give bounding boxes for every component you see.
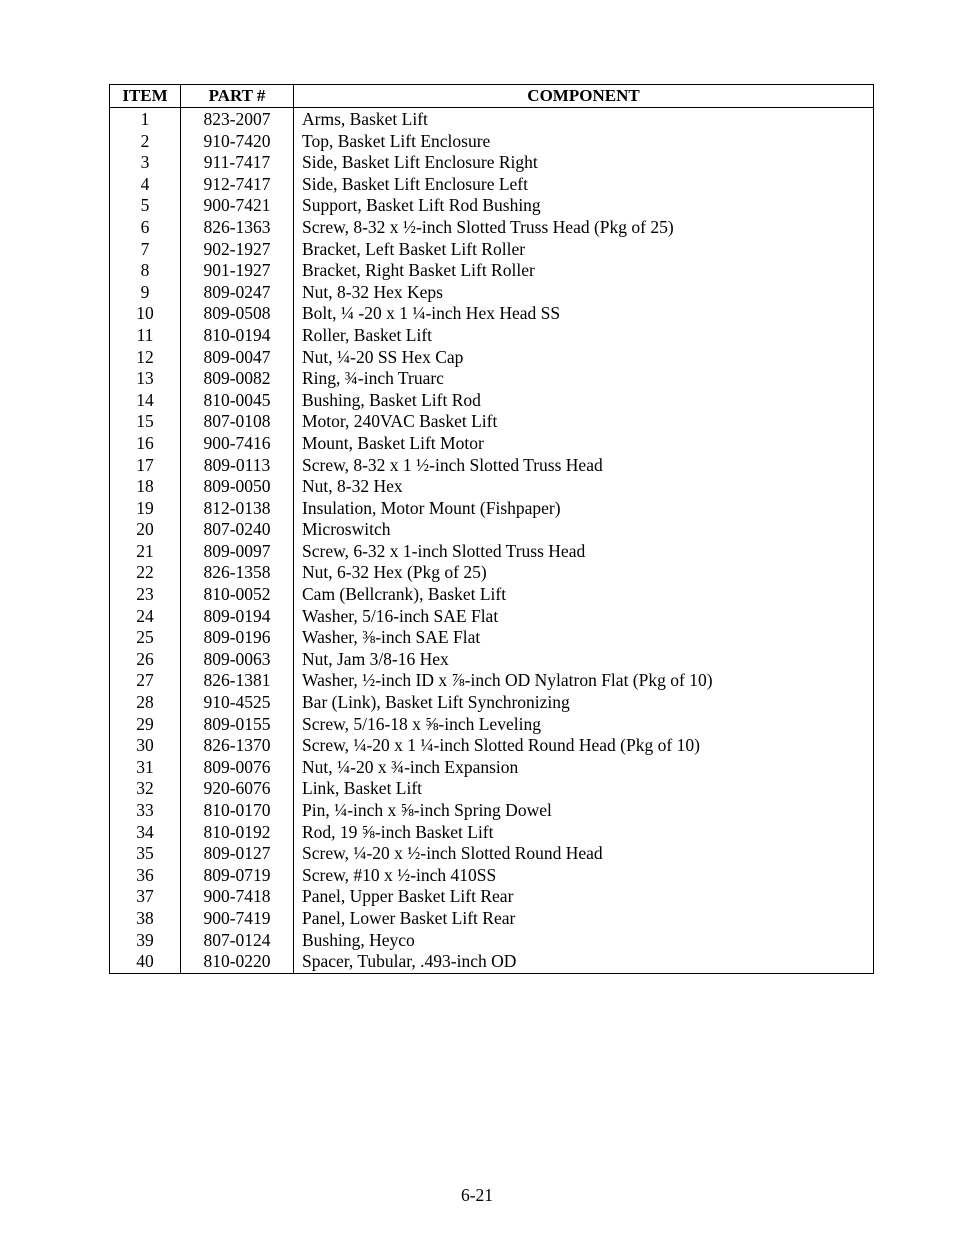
- table-row: [110, 778, 874, 800]
- part-number-cell: 809-0719: [181, 865, 294, 887]
- part-number-cell: 826-1358: [181, 562, 294, 584]
- part-number-cell: 809-0082: [181, 368, 294, 390]
- table-row: [110, 260, 874, 282]
- component-cell: Nut, ¼-20 x ¾-inch Expansion: [294, 757, 874, 779]
- component-cell: Bar (Link), Basket Lift Synchronizing: [294, 692, 874, 714]
- part-number-cell: 911-7417: [181, 152, 294, 174]
- table-row: [110, 239, 874, 261]
- table-row: [110, 108, 874, 131]
- item-cell: 38: [110, 908, 181, 930]
- item-cell: 19: [110, 498, 181, 520]
- item-cell: 22: [110, 562, 181, 584]
- component-cell: Washer, ⅜-inch SAE Flat: [294, 627, 874, 649]
- item-cell: 33: [110, 800, 181, 822]
- part-number-cell: 810-0045: [181, 390, 294, 412]
- item-cell: 34: [110, 822, 181, 844]
- component-cell: Screw, 5/16-18 x ⅝-inch Leveling: [294, 714, 874, 736]
- component-cell: Nut, ¼-20 SS Hex Cap: [294, 347, 874, 369]
- part-number-cell: 900-7416: [181, 433, 294, 455]
- table-row: [110, 843, 874, 865]
- header-part-number: PART #: [181, 85, 294, 108]
- part-number-cell: 809-0047: [181, 347, 294, 369]
- table-row: [110, 606, 874, 628]
- part-number-cell: 809-0063: [181, 649, 294, 671]
- part-number-cell: 809-0097: [181, 541, 294, 563]
- item-cell: 23: [110, 584, 181, 606]
- component-cell: Insulation, Motor Mount (Fishpaper): [294, 498, 874, 520]
- table-row: [110, 476, 874, 498]
- table-row: [110, 303, 874, 325]
- table-row: [110, 951, 874, 973]
- part-number-cell: 809-0050: [181, 476, 294, 498]
- table-row: [110, 174, 874, 196]
- item-cell: 1: [110, 108, 181, 131]
- part-number-cell: 826-1381: [181, 670, 294, 692]
- part-number-cell: 900-7419: [181, 908, 294, 930]
- table-row: [110, 152, 874, 174]
- header-component: COMPONENT: [294, 85, 874, 108]
- part-number-cell: 910-4525: [181, 692, 294, 714]
- component-cell: Roller, Basket Lift: [294, 325, 874, 347]
- part-number-cell: 810-0220: [181, 951, 294, 973]
- component-cell: Spacer, Tubular, .493-inch OD: [294, 951, 874, 973]
- table-row: [110, 498, 874, 520]
- header-row: [110, 85, 874, 108]
- component-cell: Screw, 6-32 x 1-inch Slotted Truss Head: [294, 541, 874, 563]
- item-cell: 28: [110, 692, 181, 714]
- item-cell: 2: [110, 131, 181, 153]
- part-number-cell: 901-1927: [181, 260, 294, 282]
- part-number-cell: 810-0170: [181, 800, 294, 822]
- item-cell: 11: [110, 325, 181, 347]
- part-number-cell: 809-0113: [181, 455, 294, 477]
- part-number-cell: 809-0508: [181, 303, 294, 325]
- item-cell: 13: [110, 368, 181, 390]
- item-cell: 35: [110, 843, 181, 865]
- item-cell: 8: [110, 260, 181, 282]
- table-row: [110, 131, 874, 153]
- component-cell: Screw, ¼-20 x ½-inch Slotted Round Head: [294, 843, 874, 865]
- table-row: [110, 886, 874, 908]
- component-cell: Link, Basket Lift: [294, 778, 874, 800]
- part-number-cell: 823-2007: [181, 108, 294, 131]
- part-number-cell: 910-7420: [181, 131, 294, 153]
- part-number-cell: 810-0194: [181, 325, 294, 347]
- item-cell: 39: [110, 930, 181, 952]
- item-cell: 21: [110, 541, 181, 563]
- component-cell: Screw, 8-32 x 1 ½-inch Slotted Truss Head: [294, 455, 874, 477]
- table-row: [110, 562, 874, 584]
- component-cell: Top, Basket Lift Enclosure: [294, 131, 874, 153]
- part-number-cell: 809-0196: [181, 627, 294, 649]
- table-row: [110, 325, 874, 347]
- table-row: [110, 390, 874, 412]
- item-cell: 20: [110, 519, 181, 541]
- page-number: 6-21: [460, 1185, 494, 1205]
- table-row: [110, 649, 874, 671]
- part-number-cell: 826-1370: [181, 735, 294, 757]
- table-row: [110, 519, 874, 541]
- item-cell: 30: [110, 735, 181, 757]
- component-cell: Cam (Bellcrank), Basket Lift: [294, 584, 874, 606]
- table-row: [110, 865, 874, 887]
- component-cell: Nut, 6-32 Hex (Pkg of 25): [294, 562, 874, 584]
- table-row: [110, 757, 874, 779]
- table-row: [110, 433, 874, 455]
- header-item: ITEM: [110, 85, 181, 108]
- part-number-cell: 902-1927: [181, 239, 294, 261]
- part-number-cell: 900-7421: [181, 195, 294, 217]
- item-cell: 15: [110, 411, 181, 433]
- component-cell: Side, Basket Lift Enclosure Left: [294, 174, 874, 196]
- item-cell: 36: [110, 865, 181, 887]
- component-cell: Rod, 19 ⅝-inch Basket Lift: [294, 822, 874, 844]
- item-cell: 40: [110, 951, 181, 973]
- table-row: [110, 692, 874, 714]
- table-row: [110, 217, 874, 239]
- item-cell: 3: [110, 152, 181, 174]
- item-cell: 7: [110, 239, 181, 261]
- component-cell: Motor, 240VAC Basket Lift: [294, 411, 874, 433]
- table-row: [110, 195, 874, 217]
- table-row: [110, 670, 874, 692]
- table-row: [110, 930, 874, 952]
- item-cell: 14: [110, 390, 181, 412]
- part-number-cell: 900-7418: [181, 886, 294, 908]
- table-row: [110, 347, 874, 369]
- component-cell: Bolt, ¼ -20 x 1 ¼-inch Hex Head SS: [294, 303, 874, 325]
- table-row: [110, 735, 874, 757]
- table-row: [110, 800, 874, 822]
- part-number-cell: 826-1363: [181, 217, 294, 239]
- item-cell: 29: [110, 714, 181, 736]
- item-cell: 37: [110, 886, 181, 908]
- component-cell: Side, Basket Lift Enclosure Right: [294, 152, 874, 174]
- part-number-cell: 809-0076: [181, 757, 294, 779]
- component-cell: Panel, Upper Basket Lift Rear: [294, 886, 874, 908]
- part-number-cell: 807-0124: [181, 930, 294, 952]
- component-cell: Pin, ¼-inch x ⅝-inch Spring Dowel: [294, 800, 874, 822]
- component-cell: Bushing, Heyco: [294, 930, 874, 952]
- table-header: [110, 85, 874, 108]
- parts-table: [109, 84, 874, 974]
- item-cell: 18: [110, 476, 181, 498]
- part-number-cell: 812-0138: [181, 498, 294, 520]
- component-cell: Screw, 8-32 x ½-inch Slotted Truss Head (Pkg of 25): [294, 217, 874, 239]
- item-cell: 25: [110, 627, 181, 649]
- table-row: [110, 627, 874, 649]
- table-row: [110, 411, 874, 433]
- component-cell: Screw, ¼-20 x 1 ¼-inch Slotted Round Head (Pkg of 10): [294, 735, 874, 757]
- item-cell: 24: [110, 606, 181, 628]
- component-cell: Nut, Jam 3/8-16 Hex: [294, 649, 874, 671]
- component-cell: Screw, #10 x ½-inch 410SS: [294, 865, 874, 887]
- part-number-cell: 807-0108: [181, 411, 294, 433]
- part-number-cell: 810-0052: [181, 584, 294, 606]
- component-cell: Arms, Basket Lift: [294, 108, 874, 131]
- item-cell: 5: [110, 195, 181, 217]
- part-number-cell: 810-0192: [181, 822, 294, 844]
- part-number-cell: 912-7417: [181, 174, 294, 196]
- table-row: [110, 541, 874, 563]
- table-row: [110, 584, 874, 606]
- component-cell: Nut, 8-32 Hex Keps: [294, 282, 874, 304]
- item-cell: 16: [110, 433, 181, 455]
- item-cell: 9: [110, 282, 181, 304]
- part-number-cell: 920-6076: [181, 778, 294, 800]
- component-cell: Support, Basket Lift Rod Bushing: [294, 195, 874, 217]
- item-cell: 17: [110, 455, 181, 477]
- item-cell: 10: [110, 303, 181, 325]
- table-row: [110, 455, 874, 477]
- part-number-cell: 809-0127: [181, 843, 294, 865]
- table-row: [110, 368, 874, 390]
- item-cell: 26: [110, 649, 181, 671]
- item-cell: 31: [110, 757, 181, 779]
- item-cell: 6: [110, 217, 181, 239]
- component-cell: Nut, 8-32 Hex: [294, 476, 874, 498]
- part-number-cell: 809-0155: [181, 714, 294, 736]
- item-cell: 27: [110, 670, 181, 692]
- component-cell: Bracket, Left Basket Lift Roller: [294, 239, 874, 261]
- table-body: [110, 108, 874, 974]
- part-number-cell: 807-0240: [181, 519, 294, 541]
- component-cell: Bushing, Basket Lift Rod: [294, 390, 874, 412]
- item-cell: 12: [110, 347, 181, 369]
- component-cell: Mount, Basket Lift Motor: [294, 433, 874, 455]
- table-row: [110, 714, 874, 736]
- table-row: [110, 822, 874, 844]
- part-number-cell: 809-0194: [181, 606, 294, 628]
- item-cell: 4: [110, 174, 181, 196]
- item-cell: 32: [110, 778, 181, 800]
- part-number-cell: 809-0247: [181, 282, 294, 304]
- table-row: [110, 908, 874, 930]
- component-cell: Bracket, Right Basket Lift Roller: [294, 260, 874, 282]
- component-cell: Microswitch: [294, 519, 874, 541]
- component-cell: Washer, ½-inch ID x ⅞-inch OD Nylatron Flat (Pkg of 10): [294, 670, 874, 692]
- component-cell: Washer, 5/16-inch SAE Flat: [294, 606, 874, 628]
- table-row: [110, 282, 874, 304]
- component-cell: Panel, Lower Basket Lift Rear: [294, 908, 874, 930]
- component-cell: Ring, ¾-inch Truarc: [294, 368, 874, 390]
